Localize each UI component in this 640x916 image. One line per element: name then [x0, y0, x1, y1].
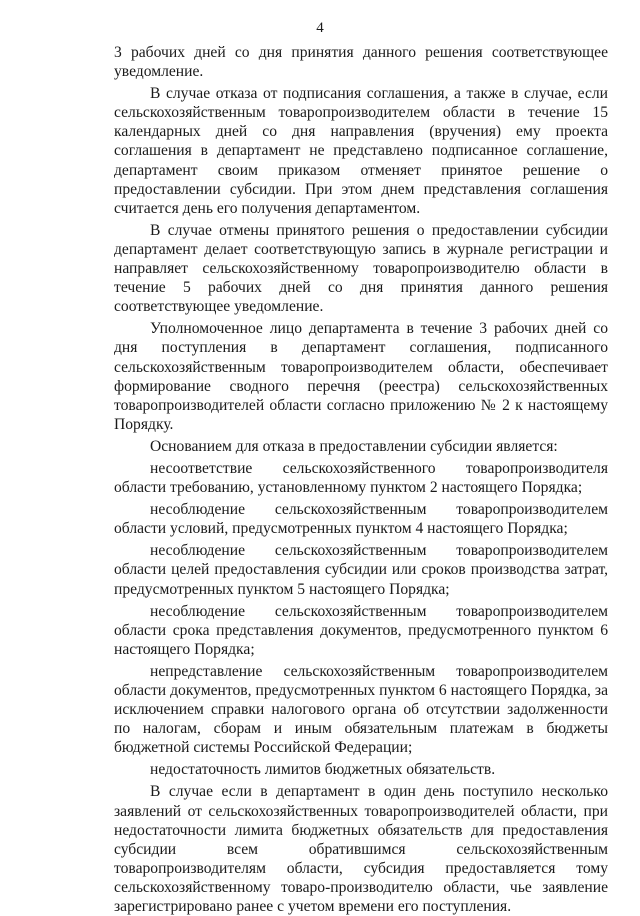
paragraph-6: В случае если в департамент в один день поступило несколько заявлений от сельскохозяйственных товаропроизводителей области, при недостаточности лимита бюджетных обязательств для предоставления субсидии всем обратившимся сельскохозяйственным товаропроизводителям области, субсидия предоставляется тому сельскохозяйственному товаро-производителю области, чье заявление зарегистрировано ранее с учетом времени его поступления. — [114, 783, 608, 916]
list-item-1: несоответствие сельскохозяйственного товаропроизводителя области требованию, установленному пунктом 2 настоящего Порядка; — [114, 459, 608, 497]
paragraph-2: В случае отказа от подписания соглашения, а также в случае, если сельскохозяйственным товаропроизводителем области в течение 15 календарных дней со дня направления (вручения) ему проекта соглашения в департамент не представлено подписанное соглашение, департамент своим приказом отменяет принятое решение о предоставлении субсидии. При этом днем представления соглашения считается день его получения департаментом. — [114, 85, 608, 217]
paragraph-1: 3 рабочих дней со дня принятия данного решения соответствующее уведомление. — [114, 44, 608, 81]
list-item-3: несоблюдение сельскохозяйственным товаропроизводителем области целей предоставления субсидии или сроков производства затрат, предусмотренных пунктом 5 настоящего Порядка; — [114, 542, 608, 598]
list-item-4: несоблюдение сельскохозяйственным товаропроизводителем области срока представления документов, предусмотренного пунктом 6 настоящего Порядка; — [114, 602, 608, 658]
page-number: 4 — [316, 20, 324, 36]
list-item-6: недостаточность лимитов бюджетных обязательств. — [150, 761, 496, 779]
list-item-2: несоблюдение сельскохозяйственным товаропроизводителем области условий, предусмотренных пунктом 4 настоящего Порядка; — [114, 501, 608, 538]
document-body — [114, 43, 608, 916]
paragraph-5: Основанием для отказа в предоставлении субсидии является: — [150, 437, 558, 455]
paragraph-4: Уполномоченное лицо департамента в течение 3 рабочих дней со дня поступления в департамент соглашения, подписанного сельскохозяйственным товаропроизводителем области, обеспечивает формирование сводного перечня (реестра) сельскохозяйственных товаропроизводителей области согласно приложению № 2 к настоящему Порядку. — [114, 320, 608, 433]
list-item-5: непредставление сельскохозяйственным товаропроизводителем области документов, предусмотренных пунктом 6 настоящего Порядка, за исключением справки налогового органа об отсутствии задолженности по налогам, сборам и иным обязательным платежам в бюджеты бюджетной системы Российской Федерации; — [114, 662, 608, 757]
paragraph-3: В случае отмены принятого решения о предоставлении субсидии департамент делает соответствующую запись в журнале регистрации и направляет сельскохозяйственному товаропроизводителю области в течение 5 рабочих дней со дня принятия данного решения соответствующее уведомление. — [114, 221, 608, 316]
